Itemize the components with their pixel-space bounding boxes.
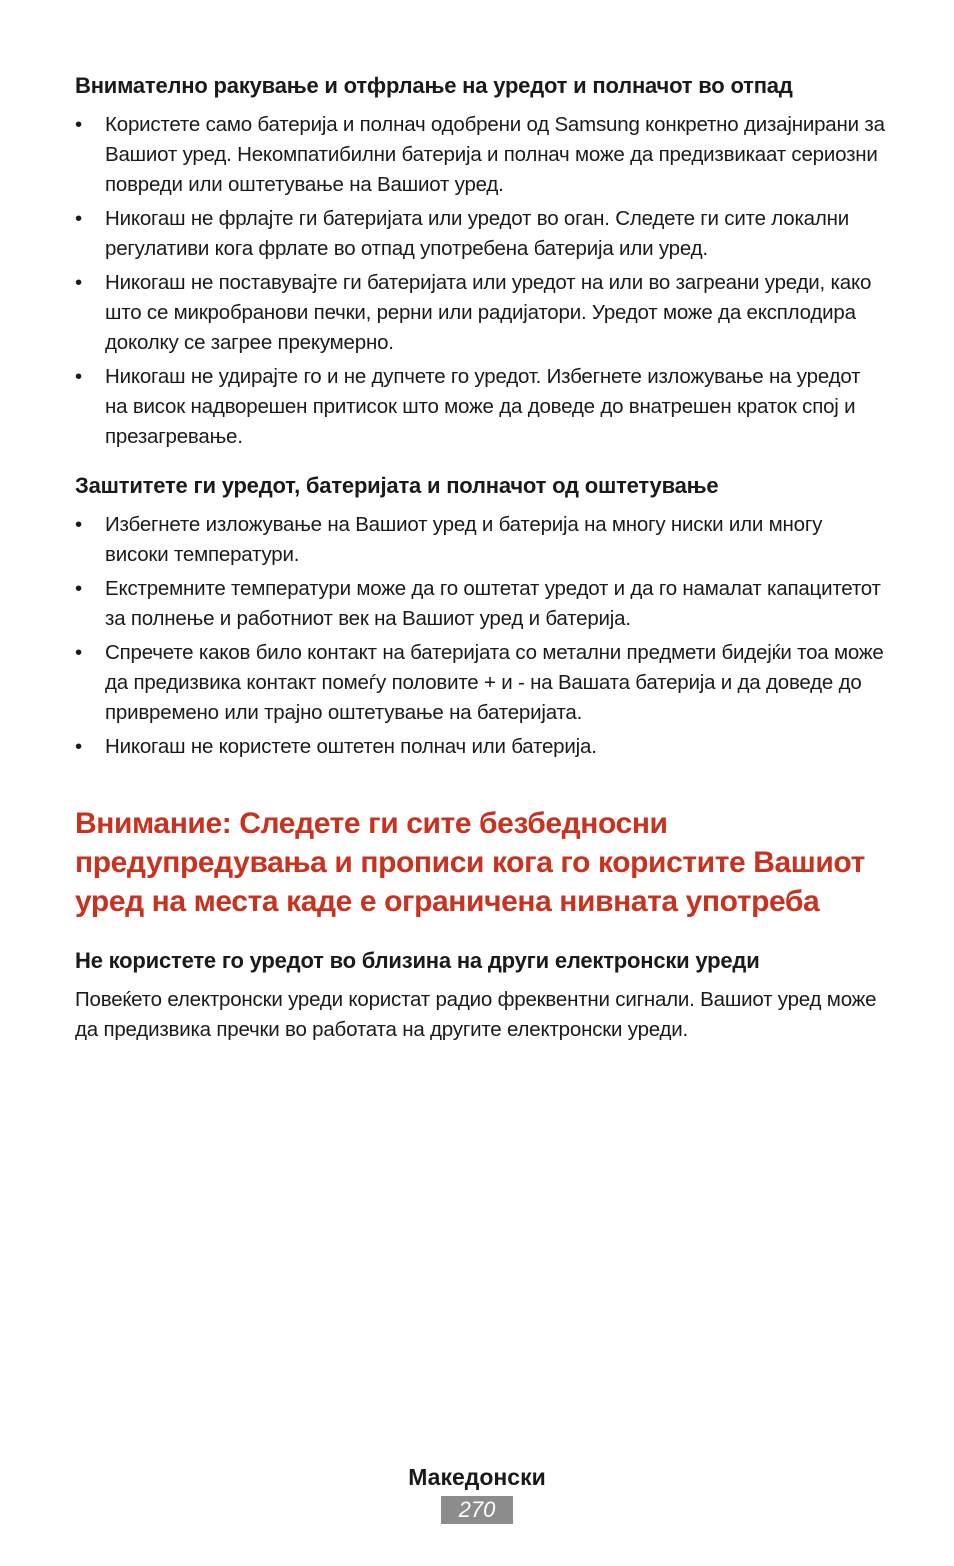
list-item-text: Спречете каков било контакт на батеријата со метални предмети бидејќи тоа може да предизвика контакт помеѓу половите + и - на Вашата батерија и да доведе до привремено или трајно оштетување на батеријата. bbox=[105, 641, 884, 724]
page-content bbox=[75, 70, 887, 1045]
protect-list bbox=[75, 510, 887, 762]
section-heading-protect: Заштитете ги уредот, батеријата и полначот од оштетување bbox=[75, 473, 719, 498]
page-number: 270 bbox=[441, 1496, 513, 1524]
list-item bbox=[75, 638, 887, 728]
warning-title: Внимание: Следете ги сите безбедносни предупредувања и прописи кога го користите Вашиот уред на места каде е ограничена нивната употреба bbox=[75, 807, 865, 918]
list-item bbox=[75, 204, 887, 264]
list-item bbox=[75, 510, 887, 570]
bullet-icon: • bbox=[75, 365, 82, 388]
page-footer bbox=[0, 1462, 954, 1524]
list-item bbox=[75, 268, 887, 358]
list-item bbox=[75, 110, 887, 200]
list-item-text: Никогаш не поставувајте ги батеријата или уредот на или во загреани уреди, како што се микробранови печки, рерни или радијатори. Уредот може да експлодира доколку се загрее прекумерно. bbox=[105, 271, 872, 354]
list-item-text: Никогаш не удирајте го и не дупчете го уредот. Избегнете изложување на уредот на висок надворешен притисок што може да доведе до внатрешен краток спој и презагревање. bbox=[105, 365, 861, 448]
electronic-paragraph: Повеќето електронски уреди користат радио фреквентни сигнали. Вашиот уред може да предизвика пречки во работата на другите електронски уреди. bbox=[75, 988, 877, 1041]
bullet-icon: • bbox=[75, 513, 82, 536]
list-item-text: Екстремните температури може да го оштетат уредот и да го намалат капацитетот за полнење и работниот век на Вашиот уред и батерија. bbox=[105, 577, 881, 630]
list-item bbox=[75, 362, 887, 452]
bullet-icon: • bbox=[75, 271, 82, 294]
section-heading-disposal: Внимателно ракување и отфрлање на уредот и полначот во отпад bbox=[75, 73, 793, 98]
list-item-text: Никогаш не користете оштетен полнач или батерија. bbox=[105, 735, 597, 758]
bullet-icon: • bbox=[75, 207, 82, 230]
list-item bbox=[75, 732, 887, 762]
section-heading-electronic: Не користете го уредот во близина на други електронски уреди bbox=[75, 948, 760, 973]
list-item-text: Користете само батерија и полнач одобрени од Samsung конкретно дизајнирани за Вашиот уред. Некомпатибилни батерија и полнач може да предизвикаат сериозни повреди или оштетување на Вашиот уред. bbox=[105, 113, 885, 196]
bullet-icon: • bbox=[75, 641, 82, 664]
bullet-icon: • bbox=[75, 113, 82, 136]
bullet-icon: • bbox=[75, 577, 82, 600]
footer-language: Македонски bbox=[408, 1464, 546, 1490]
list-item-text: Никогаш не фрлајте ги батеријата или уредот во оган. Следете ги сите локални регулативи кога фрлате во отпад употребена батерија или уред. bbox=[105, 207, 850, 260]
bullet-icon: • bbox=[75, 735, 82, 758]
list-item-text: Избегнете изложување на Вашиот уред и батерија на многу ниски или многу високи температури. bbox=[105, 513, 823, 566]
list-item bbox=[75, 574, 887, 634]
disposal-list bbox=[75, 110, 887, 452]
